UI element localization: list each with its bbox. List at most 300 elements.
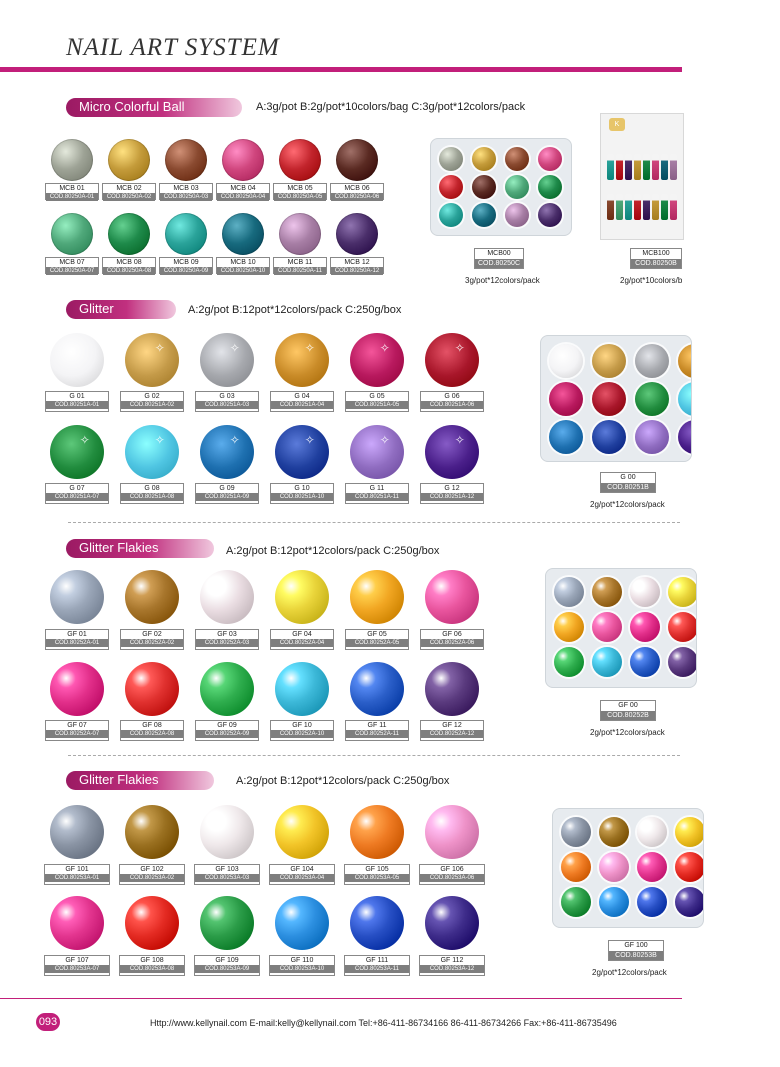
item-code: MCB 01 <box>59 185 85 192</box>
color-swatch <box>200 805 254 859</box>
section-separator <box>68 755 680 756</box>
color-swatch <box>125 896 179 950</box>
item-code: MCB 05 <box>287 185 313 192</box>
pack-cod: COD.80250B <box>631 259 681 268</box>
item-cod: COD.80251A-08 <box>121 493 183 501</box>
item-cod: COD.80253A-07 <box>45 965 109 973</box>
tray-well <box>439 203 463 227</box>
item-code: GF 105 <box>365 866 389 873</box>
item-label <box>420 720 484 741</box>
item-cod: COD.80251A-05 <box>346 401 408 409</box>
item-code: GF 103 <box>215 866 239 873</box>
vial <box>616 194 623 220</box>
vial <box>625 194 632 220</box>
item-label <box>344 955 410 976</box>
item-code: GF 03 <box>217 631 237 638</box>
item-code: MCB 03 <box>173 185 199 192</box>
tray-well <box>538 175 562 199</box>
color-swatch <box>200 896 254 950</box>
tray-well <box>635 344 669 378</box>
color-swatch <box>222 213 264 255</box>
pack-tray <box>545 568 697 688</box>
pack-code: MCB00 <box>487 250 511 257</box>
item-code: G 09 <box>219 485 235 492</box>
item-label <box>45 257 99 274</box>
color-swatch <box>350 896 404 950</box>
vial <box>634 154 641 180</box>
pack-caption: 2g/pot*12colors/pack <box>590 728 665 737</box>
item-label <box>102 183 156 200</box>
pack-tray <box>540 335 692 462</box>
item-cod: COD.80253A-08 <box>120 965 184 973</box>
footer-divider <box>0 998 682 999</box>
item-code: G 04 <box>294 393 310 400</box>
item-label <box>195 483 259 504</box>
color-swatch <box>125 333 179 387</box>
pack-caption: 3g/pot*12colors/pack <box>465 276 540 285</box>
sparkle-icon: ✧ <box>154 341 165 356</box>
item-cod: COD.80250A-12 <box>331 267 383 275</box>
pack-label <box>630 248 682 269</box>
item-cod: COD.80251A-12 <box>421 493 483 501</box>
item-code: MCB 07 <box>59 259 85 266</box>
item-cod: COD.80250A-08 <box>103 267 155 275</box>
item-label <box>419 955 485 976</box>
item-code: G 05 <box>369 393 385 400</box>
tray-well <box>549 382 583 416</box>
vial <box>607 194 614 220</box>
item-code: G 02 <box>144 393 160 400</box>
item-cod: COD.80250A-10 <box>217 267 269 275</box>
tray-well <box>630 612 660 642</box>
color-swatch <box>50 896 104 950</box>
item-code: GF 01 <box>67 631 87 638</box>
item-label <box>119 864 185 885</box>
item-cod: COD.80250A-06 <box>331 193 383 201</box>
tray-well <box>675 852 704 882</box>
color-swatch <box>50 333 104 387</box>
section-separator <box>68 522 680 523</box>
item-cod: COD.80252A-12 <box>421 730 483 738</box>
item-code: GF 10 <box>292 722 312 729</box>
item-label <box>420 629 484 650</box>
item-cod: COD.80251A-06 <box>421 401 483 409</box>
pack-code: GF 00 <box>618 702 638 709</box>
section-tab-1 <box>66 98 242 117</box>
color-swatch <box>425 333 479 387</box>
item-cod: COD.80251A-07 <box>46 493 108 501</box>
item-cod: COD.80252A-04 <box>271 639 333 647</box>
item-label <box>45 720 109 741</box>
item-label <box>120 720 184 741</box>
item-cod: COD.80251A-02 <box>121 401 183 409</box>
item-code: GF 09 <box>217 722 237 729</box>
item-label <box>216 183 270 200</box>
tray-well <box>472 175 496 199</box>
item-label <box>330 257 384 274</box>
item-cod: COD.80251A-03 <box>196 401 258 409</box>
tray-well <box>592 420 626 454</box>
item-cod: COD.80250A-04 <box>217 193 269 201</box>
color-swatch <box>350 570 404 624</box>
color-swatch <box>336 139 378 181</box>
page-title: NAIL ART SYSTEM <box>66 34 280 61</box>
color-swatch <box>336 213 378 255</box>
color-swatch <box>125 570 179 624</box>
vial <box>616 154 623 180</box>
item-label <box>270 391 334 412</box>
item-code: GF 106 <box>440 866 464 873</box>
tray-well <box>630 577 660 607</box>
item-code: MCB 06 <box>344 185 370 192</box>
tray-well <box>505 175 529 199</box>
item-label <box>269 864 335 885</box>
color-swatch <box>275 805 329 859</box>
item-label <box>345 483 409 504</box>
color-swatch <box>108 213 150 255</box>
color-swatch <box>165 139 207 181</box>
section-title: Glitter Flakies <box>79 772 159 787</box>
tray-well <box>538 147 562 171</box>
vial <box>643 194 650 220</box>
pack-bag <box>600 113 684 240</box>
color-swatch <box>108 139 150 181</box>
tray-well <box>675 817 704 847</box>
item-cod: COD.80252A-05 <box>346 639 408 647</box>
color-swatch <box>275 570 329 624</box>
color-swatch <box>125 662 179 716</box>
vial <box>643 154 650 180</box>
vial <box>670 154 677 180</box>
color-swatch <box>222 139 264 181</box>
section-title: Glitter Flakies <box>79 540 159 555</box>
item-label <box>270 629 334 650</box>
section-options: A:2g/pot B:12pot*12colors/pack C:250g/box <box>188 304 402 316</box>
item-cod: COD.80253A-02 <box>120 874 184 882</box>
color-swatch <box>350 662 404 716</box>
tray-well <box>678 344 692 378</box>
tray-well <box>592 612 622 642</box>
item-cod: COD.80251A-04 <box>271 401 333 409</box>
item-cod: COD.80252A-06 <box>421 639 483 647</box>
item-label <box>45 629 109 650</box>
tray-well <box>599 817 629 847</box>
item-label <box>102 257 156 274</box>
item-cod: COD.80252A-10 <box>271 730 333 738</box>
item-cod: COD.80253A-04 <box>270 874 334 882</box>
item-label <box>195 629 259 650</box>
item-code: GF 05 <box>367 631 387 638</box>
item-label <box>120 391 184 412</box>
item-label <box>419 864 485 885</box>
pack-caption: 2g/pot*12colors/pack <box>592 968 667 977</box>
sparkle-icon: ✧ <box>229 341 240 356</box>
item-label <box>345 391 409 412</box>
item-label <box>120 629 184 650</box>
color-swatch <box>350 425 404 479</box>
item-code: G 11 <box>369 485 385 492</box>
pack-tray <box>430 138 572 236</box>
pack-label <box>600 472 656 493</box>
color-swatch <box>165 213 207 255</box>
color-swatch <box>275 896 329 950</box>
tray-well <box>635 382 669 416</box>
color-swatch <box>50 805 104 859</box>
color-swatch <box>275 662 329 716</box>
tray-well <box>472 147 496 171</box>
color-swatch <box>350 805 404 859</box>
sparkle-icon: ✧ <box>304 341 315 356</box>
sparkle-icon: ✧ <box>229 433 240 448</box>
item-code: GF 12 <box>442 722 462 729</box>
pack-cod: COD.80250C <box>475 259 523 268</box>
pack-code: GF 100 <box>624 942 648 949</box>
vial <box>625 154 632 180</box>
vial <box>670 194 677 220</box>
item-cod: COD.80250A-03 <box>160 193 212 201</box>
color-swatch <box>125 805 179 859</box>
color-swatch <box>279 139 321 181</box>
item-code: G 01 <box>69 393 85 400</box>
item-label <box>270 720 334 741</box>
pack-code: MCB100 <box>642 250 670 257</box>
tray-well <box>592 647 622 677</box>
item-cod: COD.80252A-11 <box>346 730 408 738</box>
section-options: A:2g/pot B:12pot*12colors/pack C:250g/box <box>226 545 440 557</box>
color-swatch <box>425 896 479 950</box>
tray-well <box>668 612 697 642</box>
tray-well <box>549 420 583 454</box>
tray-well <box>675 887 704 917</box>
color-swatch <box>200 333 254 387</box>
pack-caption: 2g/pot*10colors/b <box>620 276 683 285</box>
item-code: MCB 04 <box>230 185 256 192</box>
sparkle-icon: ✧ <box>379 341 390 356</box>
item-cod: COD.80253A-03 <box>195 874 259 882</box>
color-swatch <box>125 425 179 479</box>
item-label <box>120 483 184 504</box>
item-code: GF 04 <box>292 631 312 638</box>
item-code: GF 06 <box>442 631 462 638</box>
tray-well <box>668 577 697 607</box>
item-label <box>420 391 484 412</box>
item-label <box>44 864 110 885</box>
item-cod: COD.80251A-10 <box>271 493 333 501</box>
item-cod: COD.80250A-01 <box>46 193 98 201</box>
color-swatch <box>50 570 104 624</box>
item-code: GF 02 <box>142 631 162 638</box>
item-code: GF 108 <box>140 957 164 964</box>
section-options: A:2g/pot B:12pot*12colors/pack C:250g/box <box>236 775 450 787</box>
tray-well <box>561 852 591 882</box>
item-label <box>420 483 484 504</box>
item-cod: COD.80250A-09 <box>160 267 212 275</box>
tray-well <box>592 577 622 607</box>
tray-well <box>630 647 660 677</box>
tray-well <box>561 817 591 847</box>
color-swatch <box>425 805 479 859</box>
section-tab-2 <box>66 300 176 319</box>
item-code: GF 11 <box>367 722 387 729</box>
section-title: Glitter <box>79 301 114 316</box>
color-swatch <box>50 662 104 716</box>
item-cod: COD.80250A-11 <box>274 267 326 275</box>
section-options: A:3g/pot B:2g/pot*10colors/bag C:3g/pot*12colors/pack <box>256 101 526 113</box>
item-code: MCB 11 <box>287 259 313 266</box>
item-label <box>273 257 327 274</box>
item-label <box>269 955 335 976</box>
item-label <box>345 629 409 650</box>
item-cod: COD.80252A-07 <box>46 730 108 738</box>
item-code: GF 112 <box>440 957 464 964</box>
contact-info: Http://www.kellynail.com E-mail:kelly@kellynail.com Tel:+86-411-86734166 86-411-86734266 Fax:+86-411-86735496 <box>150 1018 617 1028</box>
tray-well <box>592 344 626 378</box>
sparkle-icon: ✧ <box>379 433 390 448</box>
color-swatch <box>50 425 104 479</box>
section-tab-4 <box>66 771 214 790</box>
item-code: MCB 12 <box>344 259 370 266</box>
item-label <box>270 483 334 504</box>
tray-well <box>538 203 562 227</box>
item-label <box>330 183 384 200</box>
tray-well <box>472 203 496 227</box>
tray-well <box>554 577 584 607</box>
color-swatch <box>200 662 254 716</box>
pack-label <box>608 940 664 961</box>
sparkle-icon: ✧ <box>304 433 315 448</box>
item-label <box>195 391 259 412</box>
color-swatch <box>200 570 254 624</box>
tray-well <box>637 887 667 917</box>
tray-well <box>549 344 583 378</box>
item-cod: COD.80253A-12 <box>420 965 484 973</box>
item-label <box>159 257 213 274</box>
tray-well <box>554 612 584 642</box>
item-label <box>344 864 410 885</box>
color-swatch <box>275 333 329 387</box>
color-swatch <box>51 213 93 255</box>
color-swatch <box>275 425 329 479</box>
item-cod: COD.80253A-01 <box>45 874 109 882</box>
item-cod: COD.80251A-01 <box>46 401 108 409</box>
tray-well <box>505 147 529 171</box>
color-swatch <box>425 425 479 479</box>
tray-well <box>637 817 667 847</box>
item-cod: COD.80253A-09 <box>195 965 259 973</box>
tray-well <box>505 203 529 227</box>
item-code: MCB 08 <box>116 259 142 266</box>
section-tab-3 <box>66 539 214 558</box>
brand-logo: K <box>609 118 625 131</box>
color-swatch <box>279 213 321 255</box>
item-cod: COD.80250A-07 <box>46 267 98 275</box>
color-swatch <box>200 425 254 479</box>
item-cod: COD.80251A-11 <box>346 493 408 501</box>
item-label <box>216 257 270 274</box>
item-cod: COD.80252A-02 <box>121 639 183 647</box>
item-label <box>273 183 327 200</box>
tray-well <box>668 647 697 677</box>
tray-well <box>439 147 463 171</box>
tray-well <box>678 382 692 416</box>
vial <box>661 154 668 180</box>
pack-cod: COD.80252B <box>601 711 655 720</box>
item-label <box>194 955 260 976</box>
sparkle-icon: ✧ <box>154 433 165 448</box>
item-label <box>195 720 259 741</box>
color-swatch <box>425 570 479 624</box>
item-code: MCB 10 <box>230 259 256 266</box>
item-code: G 07 <box>69 485 85 492</box>
tray-well <box>439 175 463 199</box>
pack-label <box>474 248 524 269</box>
item-label <box>45 183 99 200</box>
color-swatch <box>350 333 404 387</box>
pack-caption: 2g/pot*12colors/pack <box>590 500 665 509</box>
item-label <box>159 183 213 200</box>
item-label <box>45 483 109 504</box>
item-code: G 10 <box>294 485 310 492</box>
item-code: GF 109 <box>215 957 239 964</box>
color-swatch <box>425 662 479 716</box>
pack-cod: COD.80251B <box>601 483 655 492</box>
sparkle-icon: ✧ <box>454 433 465 448</box>
item-cod: COD.80253A-11 <box>345 965 409 973</box>
item-code: G 12 <box>444 485 460 492</box>
item-cod: COD.80252A-03 <box>196 639 258 647</box>
tray-well <box>592 382 626 416</box>
pack-code: G 00 <box>620 474 636 481</box>
item-code: GF 111 <box>365 957 389 964</box>
tray-well <box>637 852 667 882</box>
tray-well <box>678 420 692 454</box>
item-cod: COD.80252A-01 <box>46 639 108 647</box>
item-code: G 03 <box>219 393 235 400</box>
item-code: GF 104 <box>290 866 314 873</box>
item-cod: COD.80253A-10 <box>270 965 334 973</box>
item-code: GF 08 <box>142 722 162 729</box>
item-code: GF 107 <box>65 957 89 964</box>
item-label <box>44 955 110 976</box>
item-code: MCB 02 <box>116 185 142 192</box>
tray-well <box>561 887 591 917</box>
item-cod: COD.80252A-09 <box>196 730 258 738</box>
vial <box>652 154 659 180</box>
sparkle-icon: ✧ <box>79 433 90 448</box>
item-label <box>194 864 260 885</box>
color-swatch <box>51 139 93 181</box>
item-code: GF 101 <box>65 866 89 873</box>
item-cod: COD.80253A-06 <box>420 874 484 882</box>
item-code: MCB 09 <box>173 259 199 266</box>
vial <box>634 194 641 220</box>
item-code: GF 110 <box>290 957 314 964</box>
vial <box>652 194 659 220</box>
item-label <box>345 720 409 741</box>
page-number: 093 <box>36 1013 60 1031</box>
item-cod: COD.80253A-05 <box>345 874 409 882</box>
pack-tray <box>552 808 704 928</box>
vial <box>661 194 668 220</box>
item-label <box>45 391 109 412</box>
tray-well <box>599 887 629 917</box>
pack-cod: COD.80253B <box>609 951 663 960</box>
item-cod: COD.80252A-08 <box>121 730 183 738</box>
section-title: Micro Colorful Ball <box>79 99 185 114</box>
tray-well <box>554 647 584 677</box>
item-code: G 06 <box>444 393 460 400</box>
sparkle-icon: ✧ <box>454 341 465 356</box>
